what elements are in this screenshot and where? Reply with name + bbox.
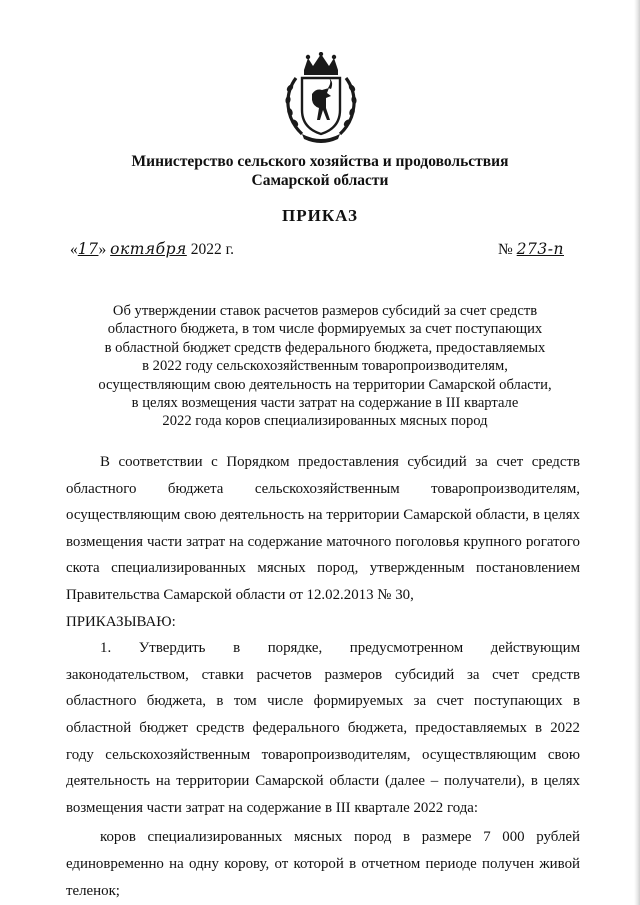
scan-edge-shadow	[634, 0, 640, 905]
subject-line: Об утверждении ставок расчетов размеров субсидий за счет средств	[112, 303, 538, 319]
subject-line: 2022 года коров специализированных мясных пород	[162, 413, 488, 430]
item-1-subparagraph: коров специализированных мясных пород в размере 7 000 рублей единовременно на одну корову, от которой в отчетном периоде получен живой теленок;	[66, 829, 580, 899]
date-close-quote: »	[98, 241, 107, 258]
coat-of-arms-emblem	[282, 52, 360, 144]
number-prefix: №	[498, 241, 513, 258]
order-directive: ПРИКАЗЫВАЮ:	[66, 613, 176, 630]
subject-line: в областной бюджет средств федерального бюджета, предоставляемых	[104, 339, 546, 356]
preamble-paragraph: В соответствии с Порядком предоставления субсидий за счет средств областного бюджета сельскохозяйственным товаропроизводителям, осуществляющим свою деятельность на территории Самарской области, в целях возмещения части затрат на содержание маточного поголовья крупного рогатого скота специализированных мясных пород, утвержденным постановлением Правительства Самарской области от 12.02.2013 № 30,	[66, 454, 580, 603]
date-month: октября	[110, 240, 187, 258]
date-day: 17	[77, 240, 99, 258]
order-number	[498, 240, 564, 259]
date-open-quote: «	[70, 241, 78, 258]
ministry-line-1: Министерство сельского хозяйства и продовольствия	[131, 153, 509, 170]
order-subject	[60, 302, 590, 431]
subject-line: в 2022 году сельскохозяйственным товаропроизводителям,	[142, 358, 508, 375]
order-body	[66, 449, 580, 904]
ministry-name	[60, 152, 580, 190]
number-value: 273-п	[516, 240, 564, 258]
subject-line: в целях возмещения части затрат на содержание в III квартале	[131, 395, 519, 412]
subject-line: осуществляющим свою деятельность на территории Самарской области,	[98, 376, 552, 393]
subject-line: областного бюджета, в том числе формируемых за счет поступающих	[107, 321, 543, 338]
date-year: 2022 г.	[190, 241, 235, 258]
order-date	[70, 240, 234, 259]
ministry-line-2: Самарской области	[251, 172, 389, 189]
document-type-title: ПРИКАЗ	[282, 206, 358, 225]
item-1-paragraph: 1. Утвердить в порядке, предусмотренном действующим законодательством, ставки расчетов размеров субсидий за счет средств областного бюджета, в том числе формируемых за счет поступающих в областной бюджет средств федерального бюджета, предоставляемых в 2022 году сельскохозяйственным товаропроизводителям, осуществляющим свою деятельность на территории Самарской области (далее – получатели), в целях возмещения части затрат на содержание в III квартале 2022 года:	[66, 640, 580, 816]
